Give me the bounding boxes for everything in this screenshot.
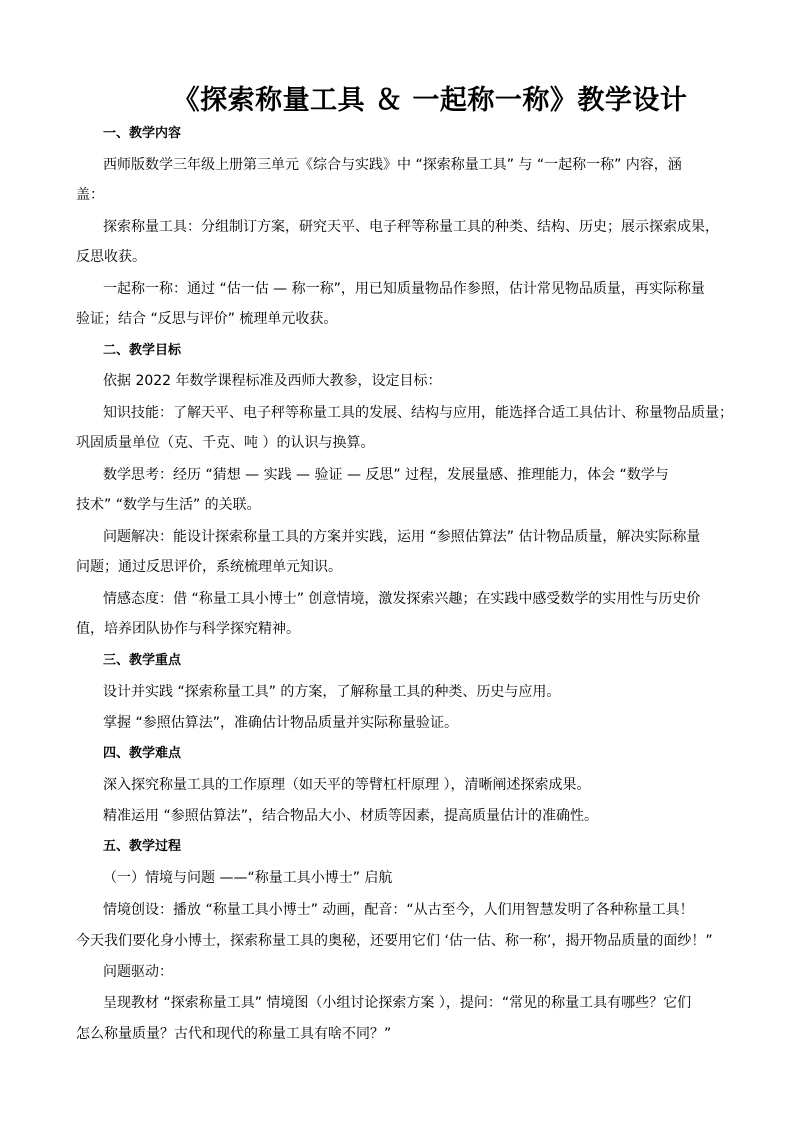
- paragraph-line: 问题解决：能设计探索称量工具的方案并实践，运用 “参照估算法” 估计物品质量，解决实际称量: [103, 529, 701, 545]
- document-title: 《探索称量工具 ＆ 一起称一称》教学设计: [172, 85, 688, 116]
- paragraph-line: 问题；通过反思评价，系统梳理单元知识。: [76, 559, 342, 575]
- section-heading-difficulties: 四、教学难点: [103, 746, 182, 761]
- paragraph-line: 值，培养团队协作与科学探究精神。: [76, 621, 300, 637]
- paragraph-line: 情境创设：播放 “称量工具小博士” 动画，配音：“从古至今，人们用智慧发明了各种称量工具！: [103, 902, 694, 918]
- section-heading-content: 一、教学内容: [103, 126, 182, 141]
- paragraph-line: 深入探究称量工具的工作原理（如天平的等臂杠杆原理 ），清晰阐述探索成果。: [103, 777, 591, 793]
- paragraph-line: 数学思考：经历 “猜想 — 实践 — 验证 — 反思” 过程，发展量感、推理能力，体会 “数学与: [103, 467, 669, 483]
- paragraph-line: 设计并实践 “探索称量工具” 的方案，了解称量工具的种类、历史与应用。: [103, 684, 561, 700]
- paragraph-line: 西师版数学三年级上册第三单元《综合与实践》中 “探索称量工具” 与 “一起称一称” 内容，涵: [103, 157, 682, 173]
- paragraph-line: 今天我们要化身小博士，探索称量工具的奥秘，还要用它们 ‘估一估、称一称’，揭开物品质量的面纱！”: [76, 933, 713, 949]
- subsection-heading: （一）情境与问题 ——“称量工具小博士” 启航: [103, 870, 393, 886]
- section-heading-process: 五、教学过程: [103, 839, 182, 854]
- paragraph-line: 验证；结合 “反思与评价” 梳理单元收获。: [76, 311, 338, 327]
- paragraph-line: 问题驱动：: [103, 964, 173, 980]
- paragraph-line: 知识技能：了解天平、电子秤等称量工具的发展、结构与应用，能选择合适工具估计、称量物品质量；: [103, 405, 733, 421]
- paragraph-line: 依据 2022 年数学课程标准及西师大教参，设定目标：: [103, 373, 442, 389]
- paragraph-line: 情感态度：借 “称量工具小博士” 创意情境，激发探索兴趣；在实践中感受数学的实用性与历史价: [103, 591, 701, 607]
- paragraph-line: 一起称一称：通过 “估一估 — 称一称”，用已知质量物品作参照，估计常见物品质量，再实际称量: [103, 281, 705, 297]
- section-heading-goals: 二、教学目标: [103, 343, 182, 358]
- paragraph-line: 掌握 “参照估算法”，准确估计物品质量并实际称量验证。: [103, 715, 458, 731]
- paragraph-line: 巩固质量单位（克、千克、吨 ）的认识与换算。: [76, 435, 375, 451]
- paragraph-line: 探索称量工具：分组制订方案，研究天平、电子秤等称量工具的种类、结构、历史；展示探索成果，: [103, 219, 719, 235]
- paragraph-line: 呈现教材 “探索称量工具” 情境图（小组讨论探索方案 ），提问：“常见的称量工具有哪些？它们: [103, 995, 692, 1011]
- paragraph-line: 反思收获。: [76, 249, 146, 265]
- paragraph-line: 怎么称量质量？古代和现代的称量工具有啥不同？”: [76, 1026, 392, 1042]
- paragraph-line: 盖：: [76, 187, 104, 203]
- section-heading-key-points: 三、教学重点: [103, 653, 182, 668]
- paragraph-line: 精准运用 “参照估算法”，结合物品大小、材质等因素，提高质量估计的准确性。: [103, 808, 598, 824]
- paragraph-line: 技术” “数学与生活” 的关联。: [76, 497, 261, 513]
